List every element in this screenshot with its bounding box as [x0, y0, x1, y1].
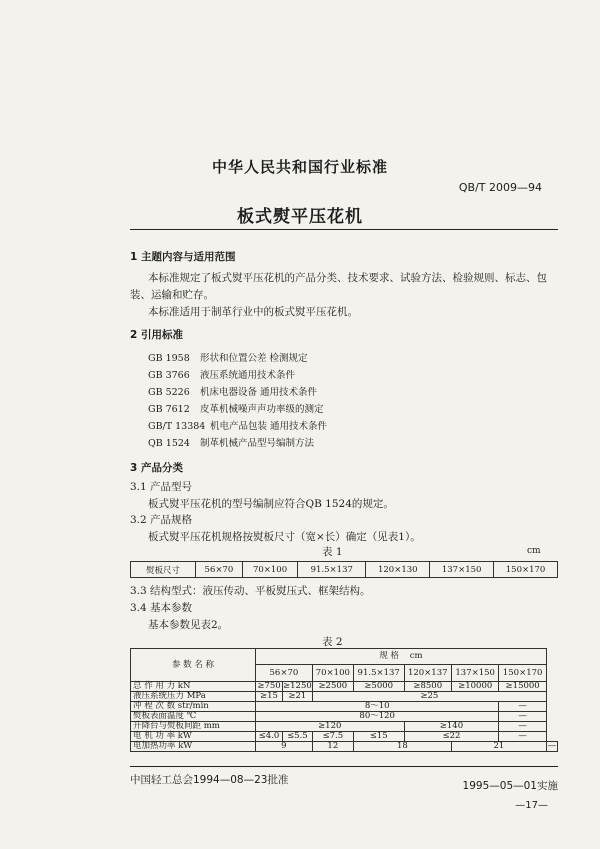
table-row: 熨板表面温度 ℃ 80～120 —	[131, 712, 558, 722]
table-1-caption: 表 1	[322, 546, 343, 558]
section-1-para-1a: 本标准规定了板式熨平压花机的产品分类、技术要求、试验方法、检验规则、标志、包	[148, 272, 547, 284]
approval-date: 中国轻工总会1994—08—23批准	[130, 774, 289, 786]
reference-item: GB 5226 机床电器设备 通用技术条件	[148, 387, 318, 398]
table-row: 参 数 名 称 规 格 cm	[131, 649, 558, 665]
table-row: 电加热功率 kW 9 12 18 21 —	[131, 742, 558, 752]
table-row: 56×70 70×100 91.5×137 120×137 137×150 150×170	[131, 665, 558, 682]
section-1-para-1b: 装、运输和贮存。	[130, 289, 214, 301]
footer-rule	[130, 766, 558, 767]
table-row: 冲 程 次 数 str/min 8～10 —	[131, 702, 558, 712]
section-1-para-2: 本标准适用于制革行业中的板式熨平压花机。	[148, 306, 358, 318]
reference-item: GB/T 13384 机电产品包装 通用技术条件	[148, 421, 328, 432]
section-3-4-heading: 3.4 基本参数	[130, 602, 193, 614]
standard-code: QB/T 2009—94	[458, 181, 542, 194]
section-3-1-text: 板式熨平压花机的型号编制应符合QB 1524的规定。	[148, 498, 394, 510]
table-row: 电 机 功 率 kW ≤4.0 ≤5.5 ≤7.5 ≤15 ≤22 —	[131, 732, 558, 742]
section-3-3-text: 3.3 结构型式：液压传动、平板熨压式、框架结构。	[130, 585, 371, 597]
section-3-heading: 3 产品分类	[130, 462, 183, 474]
table-row: 熨板尺寸 56×70 70×100 91.5×137 120×130 137×150 150×170	[131, 562, 558, 578]
reference-item: GB 7612 皮革机械噪声声功率级的测定	[148, 404, 324, 415]
reference-item: QB 1524 制革机械产品型号编制方法	[148, 438, 315, 449]
effective-date: 1995—05—01实施	[462, 780, 558, 792]
page-title: 板式熨平压花机	[237, 207, 363, 227]
table-2-caption: 表 2	[322, 636, 343, 648]
section-2-heading: 2 引用标准	[130, 329, 183, 341]
reference-item: GB 3766 液压系统通用技术条件	[148, 370, 296, 381]
table-1-unit: cm	[527, 546, 541, 556]
page-number: —17—	[515, 800, 548, 811]
table-row: 升降台与熨板间距 mm ≥120 ≥140 —	[131, 722, 558, 732]
section-3-4-text: 基本参数见表2。	[148, 619, 229, 631]
title-rule	[130, 229, 558, 230]
table-row: 总 作 用 力 kN ≥750 ≥1250 ≥2500 ≥5000 ≥8500 ≥10000 ≥15000	[131, 682, 558, 692]
reference-item: GB 1958 形状和位置公差 检测规定	[148, 353, 308, 364]
table-2	[130, 648, 558, 752]
table-1	[130, 561, 558, 578]
table-row: 液压系统压力 MPa ≥15 ≥21 ≥25	[131, 692, 558, 702]
standard-header: 中华人民共和国行业标准	[211, 158, 388, 176]
section-3-2-text: 板式熨平压花机规格按熨板尺寸（宽×长）确定（见表1）。	[148, 531, 421, 543]
section-1-heading: 1 主题内容与适用范围	[130, 251, 236, 263]
section-3-1-heading: 3.1 产品型号	[130, 481, 193, 493]
section-3-2-heading: 3.2 产品规格	[130, 514, 193, 526]
